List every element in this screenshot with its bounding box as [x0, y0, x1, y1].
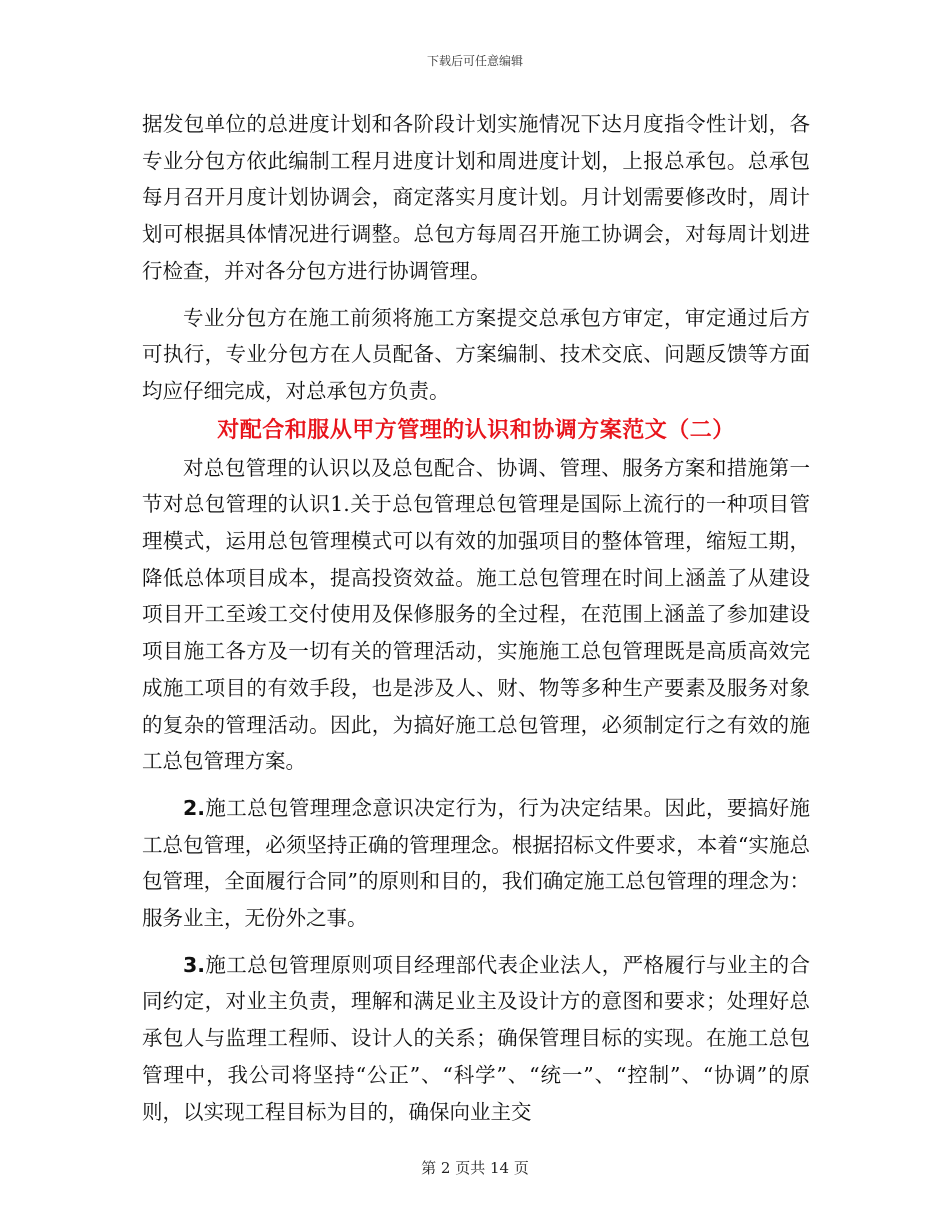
paragraph-5 — [142, 947, 810, 1131]
paragraph-4-text: 施工总包管理理念意识决定行为，行为决定结果。因此，要搞好施工总包管理，必须坚持正确的管理理念。根据招标文件要求，本着“实施总包管理，全面履行合同”的原则和目的，我们确定施工总包管理的理念为：服务业主，无份外之事。 — [142, 795, 810, 931]
paragraph-5-number: 3. — [183, 952, 206, 977]
paragraph-1: 据发包单位的总进度计划和各阶段计划实施情况下达月度指令性计划，各专业分包方依此编制工程月进度计划和周进度计划，上报总承包。总承包每月召开月度计划协调会，商定落实月度计划。月计划需要修改时，周计划可根据具体情况进行调整。总包方每周召开施工协调会，对每周计划进行检查，并对各分包方进行协调管理。 — [142, 112, 810, 283]
document-body — [142, 106, 810, 1130]
paragraph-2: 专业分包方在施工前须将施工方案提交总承包方审定，审定通过后方可执行，专业分包方在人员配备、方案编制、技术交底、问题反馈等方面均应仔细完成，对总承包方负责。 — [142, 305, 810, 403]
paragraph-4-number: 2. — [183, 795, 206, 820]
paragraph-4 — [142, 790, 810, 937]
paragraph-5-text: 施工总包管理原则项目经理部代表企业法人，严格履行与业主的合同约定，对业主负责，理解和满足业主及设计方的意图和要求；处理好总承包人与监理工程师、设计人的关系；确保管理目标的实现。在施工总包管理中，我公司将坚持“公正”、“科学”、“统一”、“控制”、“协调”的原则，以实现工程目标为目的，确保向业主交 — [142, 952, 810, 1124]
header-note: 下载后可任意编辑 — [426, 54, 523, 68]
paragraph-3: 对总包管理的认识以及总包配合、协调、管理、服务方案和措施第一节对总包管理的认识1.关于总包管理总包管理是国际上流行的一种项目管理模式，运用总包管理模式可以有效的加强项目的整体管理，缩短工期，降低总体项目成本，提高投资效益。施工总包管理在时间上涵盖了从建设项目开工至竣工交付使用及保修服务的全过程，在范围上涵盖了参加建设项目施工各方及一切有关的管理活动，实施施工总包管理既是高质高效完成施工项目的有效手段，也是涉及人、财、物等多种生产要素及服务对象的复杂的管理活动。因此，为搞好施工总包管理，必须制定行之有效的施工总包管理方案。 — [142, 455, 810, 774]
section-heading: 对配合和服从甲方管理的认识和协调方案范文（二） — [217, 416, 735, 443]
page-number: 第 2 页共 14 页 — [421, 1159, 529, 1177]
